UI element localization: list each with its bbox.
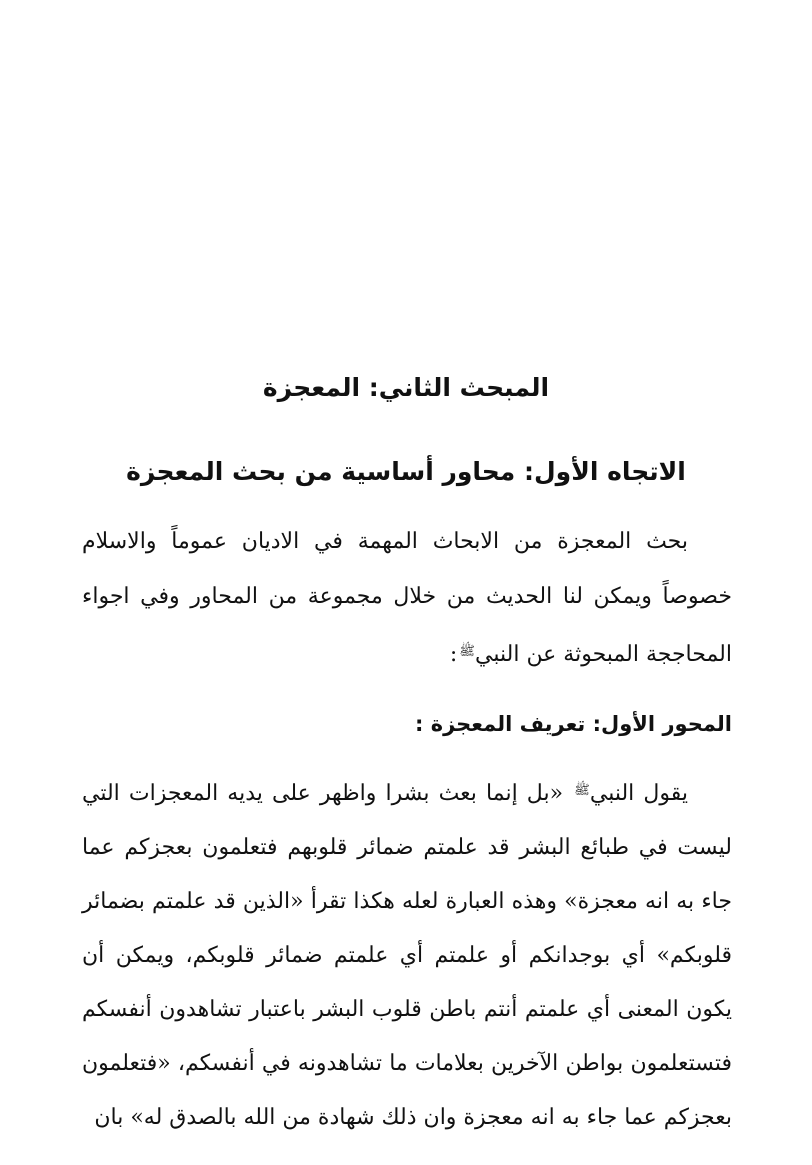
intro-paragraph xyxy=(82,514,732,682)
body-text-start: يقول النبي xyxy=(589,781,688,806)
pbuh-glyph: ﷺ xyxy=(459,644,476,659)
section-title: المبحث الثاني: المعجزة xyxy=(262,373,550,402)
body-paragraph xyxy=(82,764,732,1145)
body-text: «بل إنما بعث بشرا واظهر على يديه المعجزات التي ليست في طبائع البشر قد علمتم ضمائر قلوبهم فتعلمون بعجزكم عما جاء به انه معجزة» وهذه العبارة لعله هكذا تقرأ «الذين قد علمتم بضمائر قلوبكم» أي بوجدانكم أو علمتم أي علمتم ضمائر قلوبكم، ويمكن أن يكون المعنى أي علمتم أنتم باطن قلوب البشر باعتبار تشاهدون أنفسكم فتستعلمون بواطن الآخرين بعلامات ما تشاهدونه في أنفسكم، «فتعلمون بعجزكم عما جاء به انه معجزة وان ذلك شهادة من الله بالصدق له» بان xyxy=(82,781,732,1130)
subsection-title: الاتجاه الأول: محاور أساسية من بحث المعجزة xyxy=(126,457,686,486)
intro-text: بحث المعجزة من الابحاث المهمة في الاديان عموماً والاسلام خصوصاً ويمكن لنا الحديث من خلال مجموعة من المحاور وفي اجواء المحاججة المبحوثة عن النبي xyxy=(82,529,732,667)
axis-heading: المحور الأول: تعريف المعجزة : xyxy=(414,712,732,736)
pbuh-glyph: ﷺ xyxy=(574,783,590,798)
intro-text-end: : xyxy=(449,642,458,667)
